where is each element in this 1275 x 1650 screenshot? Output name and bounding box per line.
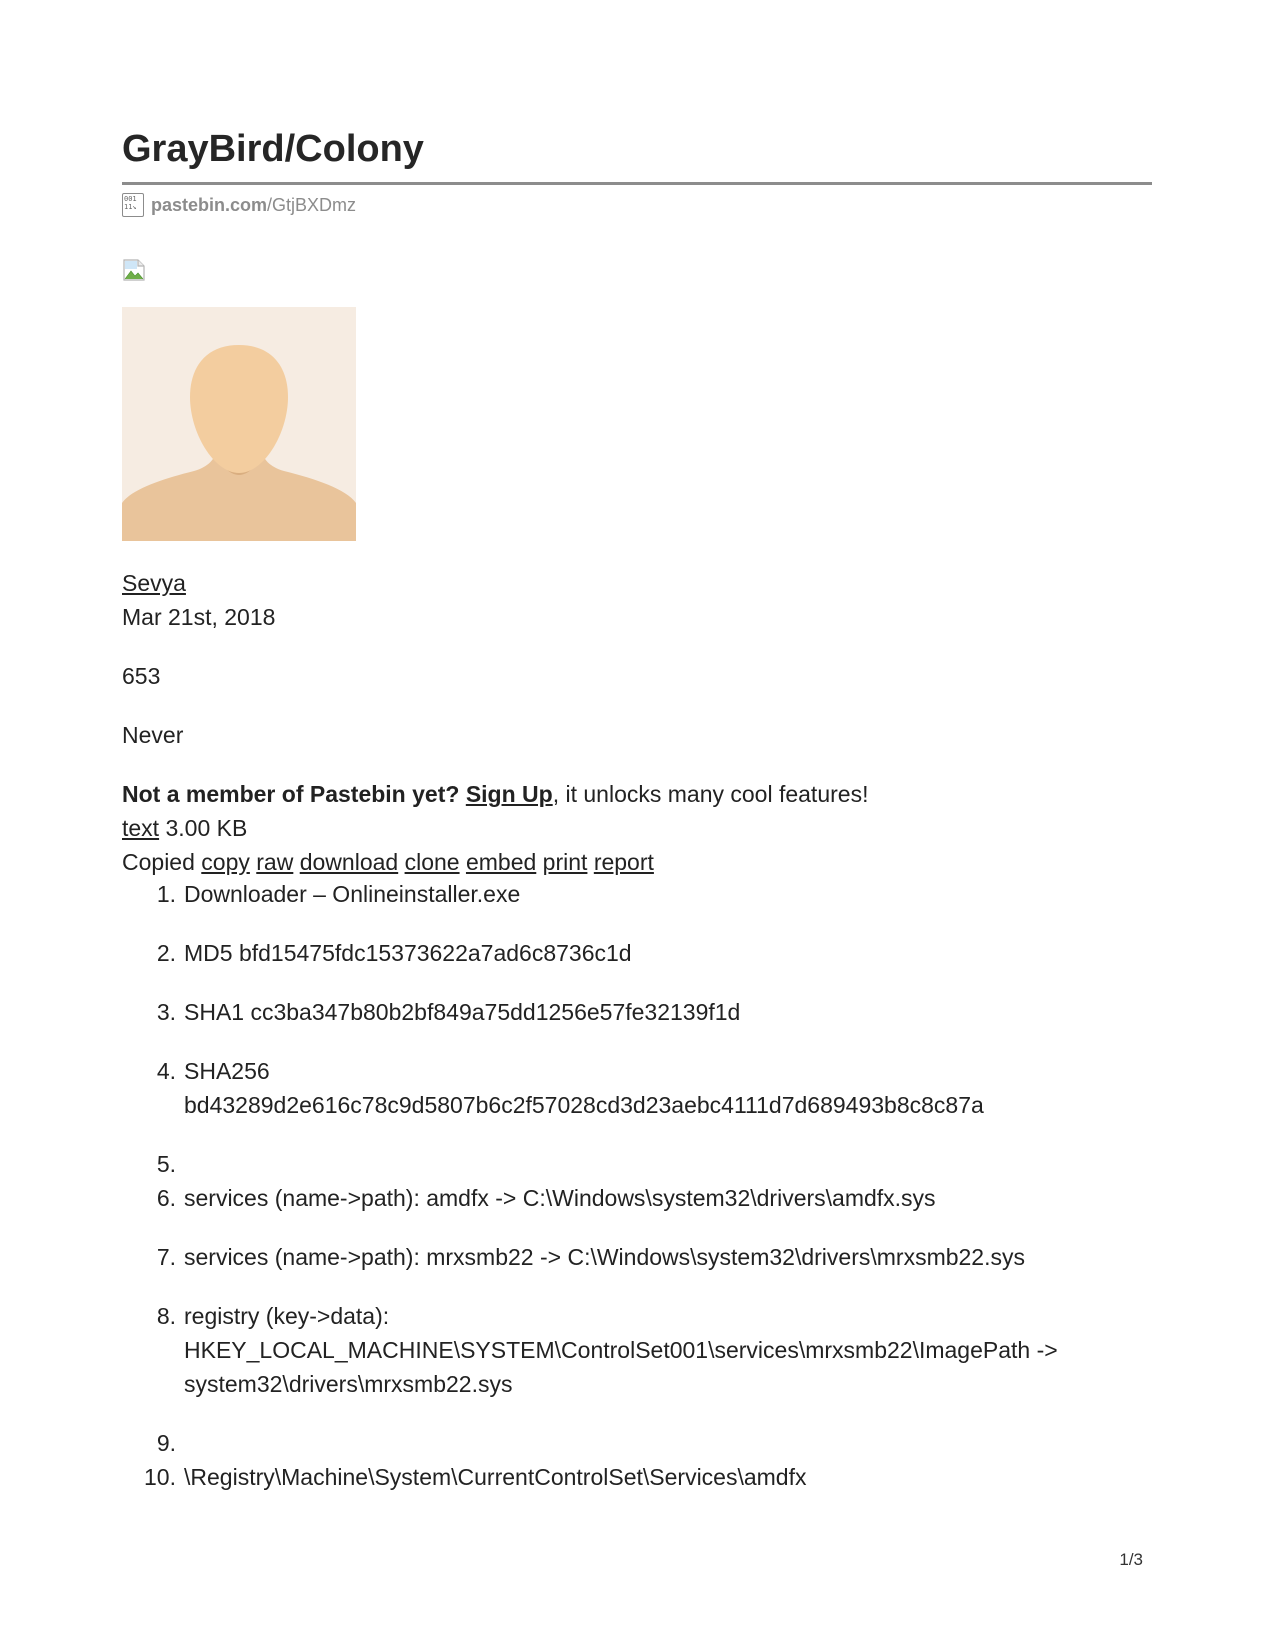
- line-number: 10.: [144, 1464, 176, 1490]
- clone-link[interactable]: clone: [404, 849, 460, 875]
- paste-line: [122, 1240, 1152, 1274]
- line-text: Downloader – Onlineinstaller.exe: [184, 881, 521, 907]
- binary-file-icon: 001 11↘: [122, 193, 144, 217]
- copied-label: Copied: [122, 849, 195, 875]
- page-title: GrayBird/Colony: [122, 128, 424, 170]
- line-text: services (name->path): amdfx -> C:\Windows\system32\drivers\amdfx.sys: [184, 1185, 936, 1211]
- paste-line: [122, 1181, 1152, 1215]
- paste-actions: [122, 845, 654, 879]
- paste-line: [122, 1460, 1152, 1494]
- paste-date: Mar 21st, 2018: [122, 604, 276, 630]
- paste-line: [122, 877, 1152, 911]
- line-text: MD5 bfd15475fdc15373622a7ad6c8736c1d: [184, 940, 632, 966]
- author-line: [122, 566, 186, 600]
- embed-link[interactable]: embed: [465, 849, 537, 875]
- line-text: SHA1 cc3ba347b80b2bf849a75dd1256e57fe32139f1d: [184, 999, 741, 1025]
- raw-link[interactable]: raw: [256, 849, 294, 875]
- signup-link[interactable]: Sign Up: [465, 781, 553, 807]
- paste-line: [122, 1299, 1152, 1401]
- paste-expiry: Never: [122, 722, 184, 748]
- promo-rest: , it unlocks many cool features!: [552, 781, 869, 807]
- line-number: 9.: [156, 1430, 176, 1456]
- source-domain: pastebin.com: [151, 194, 268, 215]
- line-text: registry (key->data): HKEY_LOCAL_MACHINE\SYSTEM\ControlSet001\services\mrxsmb22\ImagePath -> system32\drivers\mrxsmb22.sys: [184, 1303, 1058, 1397]
- line-text: services (name->path): mrxsmb22 -> C:\Windows\system32\drivers\mrxsmb22.sys: [184, 1244, 1025, 1270]
- paste-size: 3.00 KB: [165, 815, 248, 841]
- promo-question: Not a member of Pastebin yet?: [122, 781, 460, 807]
- copy-link[interactable]: copy: [201, 849, 250, 875]
- line-text: \Registry\Machine\System\CurrentControlSet\Services\amdfx: [184, 1464, 807, 1490]
- paste-line: [122, 1426, 1152, 1460]
- line-number: 4.: [156, 1058, 176, 1084]
- line-number: 5.: [156, 1151, 176, 1177]
- line-text: [184, 1147, 1152, 1181]
- line-number: 7.: [156, 1244, 176, 1270]
- paste-views: 653: [122, 663, 161, 689]
- title-divider: [122, 182, 1152, 185]
- broken-image-icon: [122, 258, 146, 282]
- print-link[interactable]: print: [542, 849, 588, 875]
- default-avatar-icon: [122, 307, 356, 541]
- paste-line: [122, 1054, 1152, 1122]
- paste-line: [122, 1147, 1152, 1181]
- author-link[interactable]: Sevya: [122, 570, 186, 596]
- line-number: 6.: [156, 1185, 176, 1211]
- line-number: 2.: [156, 940, 176, 966]
- paste-content: [122, 877, 1152, 1519]
- signup-promo: [122, 777, 868, 811]
- line-number: 3.: [156, 999, 176, 1025]
- source-link[interactable]: [122, 193, 356, 217]
- page-number: 1/3: [1119, 1550, 1143, 1569]
- line-text: SHA256 bd43289d2e616c78c9d5807b6c2f57028cd3d23aebc4111d7d689493b8c8c87a: [184, 1058, 984, 1118]
- line-number: 8.: [156, 1303, 176, 1329]
- line-number: 1.: [156, 881, 176, 907]
- download-link[interactable]: download: [299, 849, 399, 875]
- report-link[interactable]: report: [593, 849, 654, 875]
- author-avatar: [122, 307, 356, 541]
- line-text: [184, 1426, 1152, 1460]
- paste-line: [122, 995, 1152, 1029]
- syntax-link[interactable]: text: [122, 815, 160, 841]
- source-path: /GtjBXDmz: [267, 194, 357, 215]
- paste-format: [122, 811, 247, 845]
- paste-line: [122, 936, 1152, 970]
